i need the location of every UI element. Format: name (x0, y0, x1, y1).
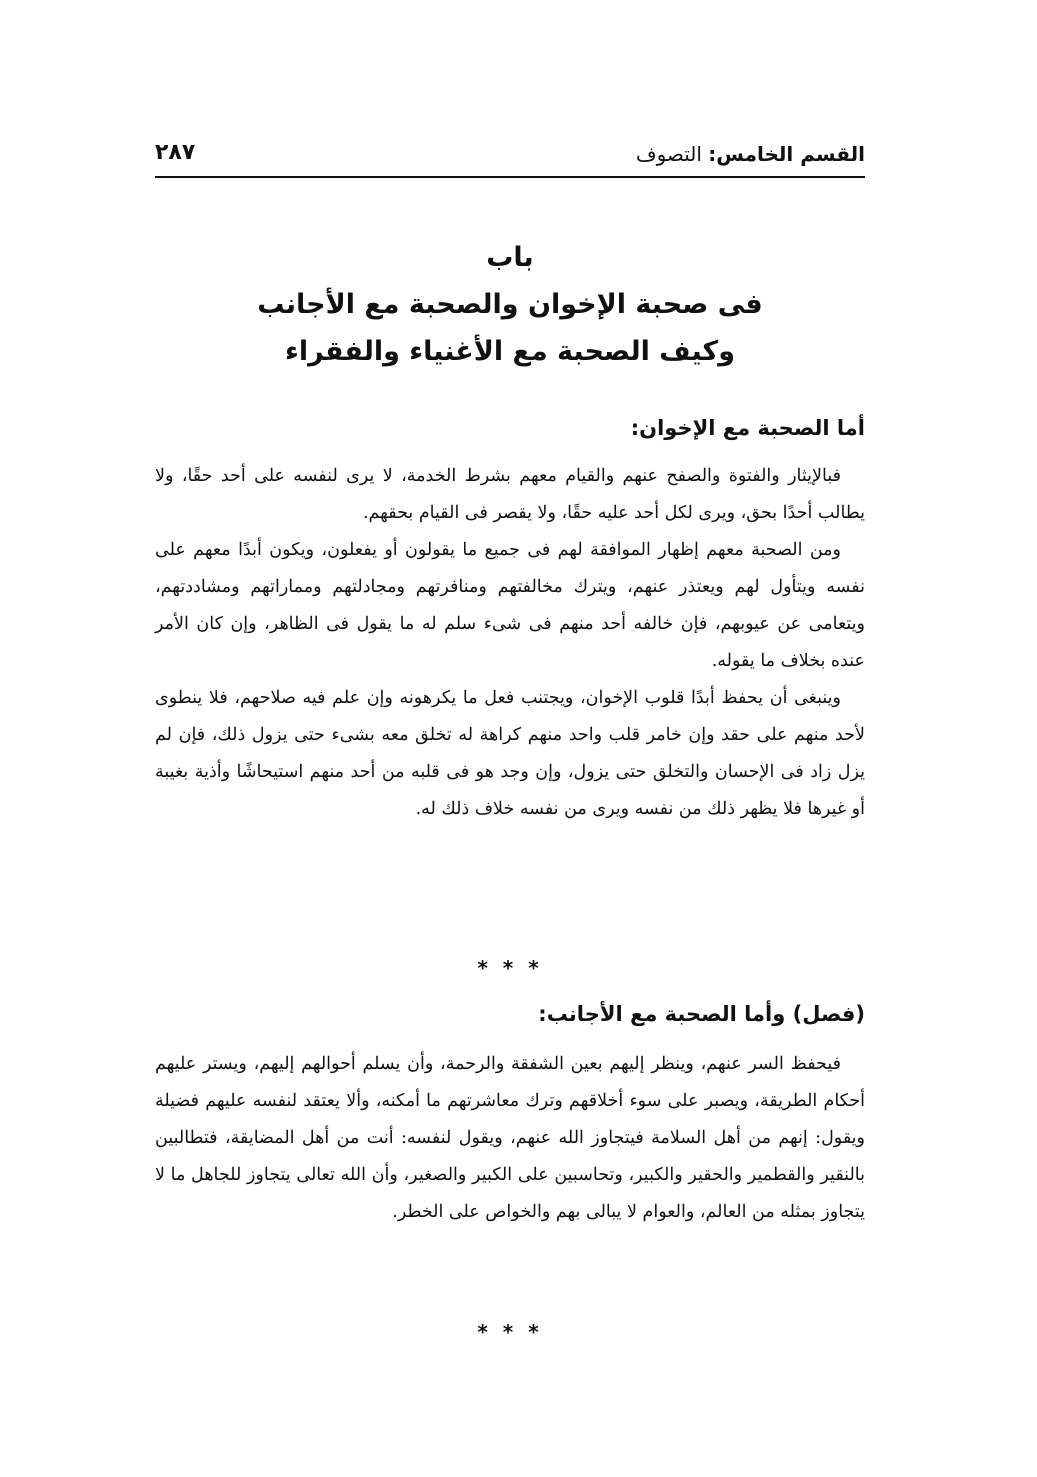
page-number: ٢٨٧ (155, 140, 196, 165)
chapter-label: باب (486, 242, 534, 273)
section-body-strangers (155, 1046, 865, 1231)
chapter-title (155, 234, 865, 375)
section-topic: التصوف (635, 142, 702, 166)
chapter-title-line-1: فى صحبة الإخوان والصحبة مع الأجانب (257, 289, 763, 320)
section-heading-strangers: (فصل) وأما الصحبة مع الأجانب: (538, 1002, 865, 1026)
header-divider (155, 176, 865, 178)
chapter-title-line-2: وكيف الصحبة مع الأغنياء والفقراء (285, 336, 735, 367)
section-title (636, 142, 865, 166)
paragraph: ومن الصحبة معهم إظهار الموافقة لهم فى جميع ما يقولون أو يفعلون، ويكون أبدًا معهم على نفسه ويتأول لهم ويعتذر عنهم، ويترك مخالفتهم ومنافرتهم ومجادلتهم ومماراتهم ومشاددتهم، ويتعامى عن عيوبهم، فإن خالفه أحد منهم فى شىء سلم له ما يقول فى الظاهر، وإن كان الأمر عنده بخلاف ما يقوله. (155, 540, 865, 671)
section-body-brothers (155, 458, 865, 828)
section-label: القسم الخامس: (708, 142, 865, 166)
section-heading-brothers: أما الصحبة مع الإخوان: (630, 416, 865, 440)
section-separator: * * * (477, 956, 543, 980)
paragraph: فبالإيثار والفتوة والصفح عنهم والقيام معهم بشرط الخدمة، لا يرى لنفسه على أحد حقًا، ولا يطالب أحدًا بحق، ويرى لكل أحد عليه حقًا، ولا يقصر فى القيام بحقهم. (155, 466, 865, 523)
running-header (155, 138, 865, 174)
section-separator: * * * (477, 1320, 543, 1344)
paragraph: وينبغى أن يحفظ أبدًا قلوب الإخوان، ويجتنب فعل ما يكرهونه وإن علم فيه صلاحهم، فلا ينطوى لأحد منهم على حقد وإن خامر قلب واحد منهم كراهة له تخلق معه بشىء حتى يزول ذلك، فإن لم يزل زاد فى الإحسان والتخلق حتى يزول، وإن وجد هو فى قلبه من أحد منهم استيحاشًا وأذية بغيبة أو غيرها فلا يظهر ذلك من نفسه ويرى من نفسه خلاف ذلك له. (155, 688, 865, 819)
paragraph: فيحفظ السر عنهم، وينظر إليهم بعين الشفقة والرحمة، وأن يسلم أحوالهم إليهم، ويستر عليهم أحكام الطريقة، ويصبر على سوء أخلاقهم وترك معاشرتهم ما أمكنه، وألا يعتقد لنفسه عليهم فضيلة ويقول: إنهم من أهل السلامة فيتجاوز الله عنهم، ويقول لنفسه: أنت من أهل المضايقة، فتطالبين بالنقير والقطمير والحقير والكبير، وتحاسبين على الكبير والصغير، وأن الله تعالى يتجاوز للجاهل ما لا يتجاوز بمثله من العالم، والعوام لا يبالى بهم والخواص على الخطر. (155, 1054, 865, 1222)
